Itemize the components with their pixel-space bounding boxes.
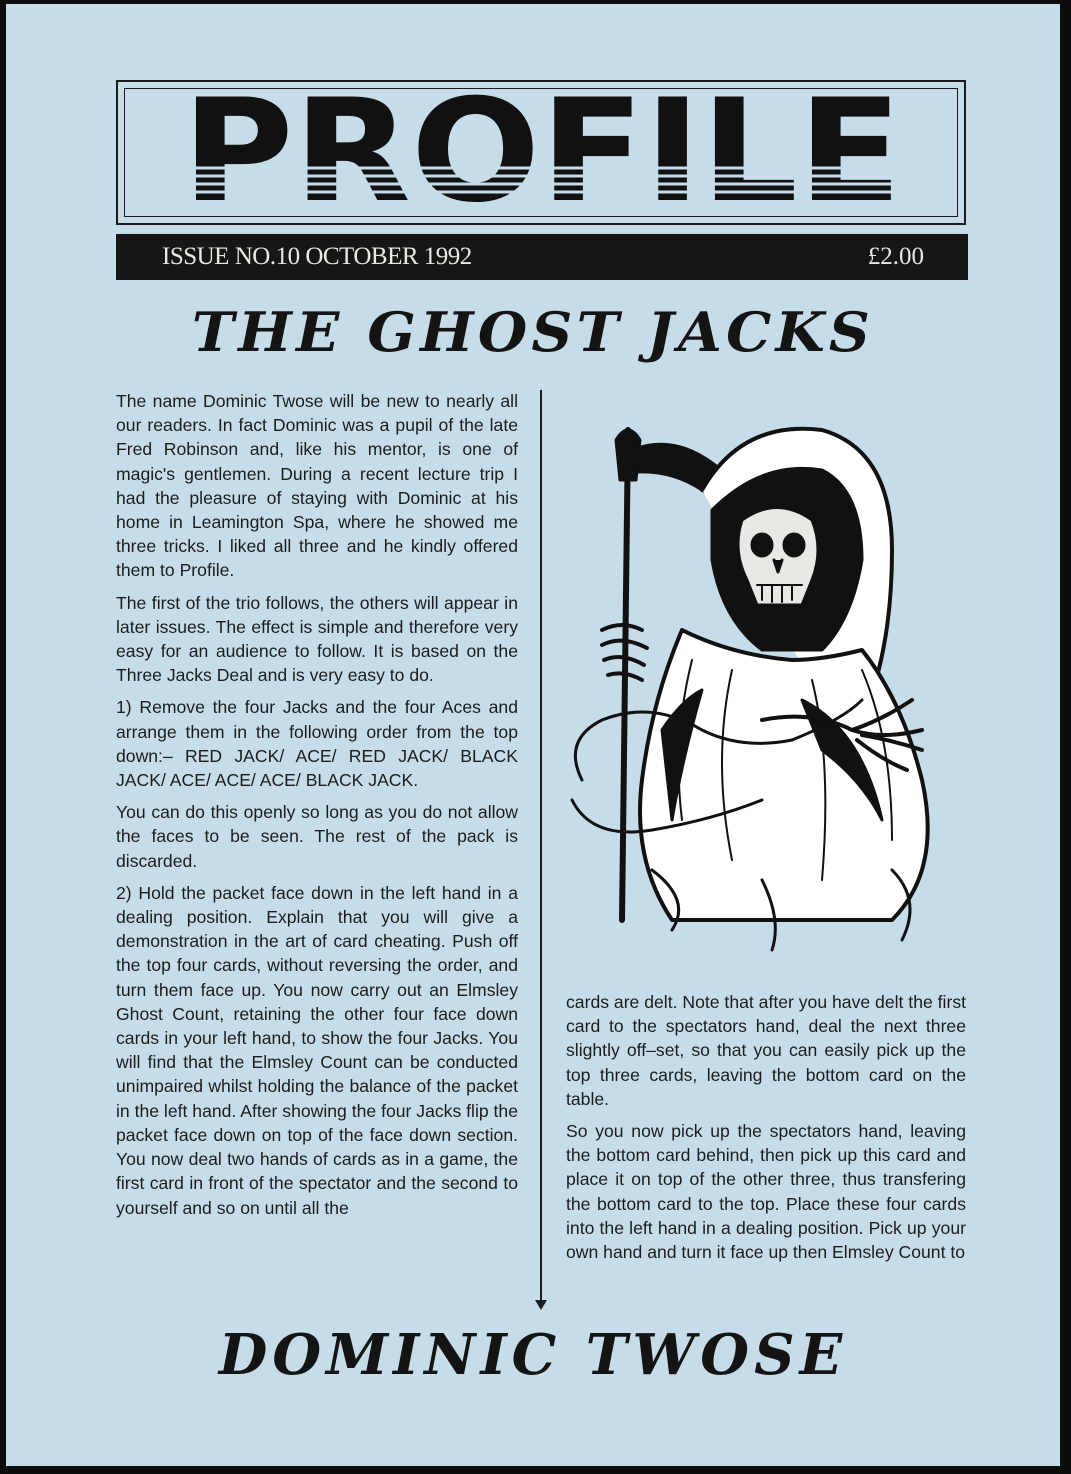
right-column xyxy=(566,990,966,1272)
paragraph: The name Dominic Twose will be new to nearly all our readers. In fact Dominic was a pupil of the late Fred Robinson and, like his mentor, is one of magic's gentlemen. During a recent lecture trip I had the pleasure of staying with Dominic at his home in Leamington Spa, where he showed me three tricks. I liked all three and he kindly offered them to Profile. xyxy=(116,391,518,581)
logo-text: PROFILE xyxy=(182,88,903,216)
paragraph: You can do this openly so long as you do not allow the faces to be seen. The rest of the pack is discarded. xyxy=(116,802,518,871)
profile-logo xyxy=(172,88,912,216)
author-byline: DOMINIC TWOSE xyxy=(218,1322,848,1388)
issue-number: ISSUE NO.10 OCTOBER 1992 xyxy=(162,243,472,270)
magazine-page xyxy=(6,4,1060,1466)
grim-reaper-illustration xyxy=(562,400,972,960)
paragraph: So you now pick up the spectators hand, leaving the bottom card behind, then pick up this card and place it on top of the other three, thus transfering the bottom card to the top. Place these four cards into the left hand in a dealing position. Pick up your own hand and turn it face up then Elmsley Count to xyxy=(566,1121,966,1263)
issue-bar xyxy=(116,234,968,280)
left-column xyxy=(116,389,518,1228)
masthead-frame xyxy=(116,80,966,225)
divider-arrow-icon xyxy=(535,1300,547,1310)
column-divider xyxy=(540,390,542,1305)
price: £2.00 xyxy=(867,243,924,270)
paragraph: 2) Hold the packet face down in the left hand in a dealing position. Explain that you will give a demonstration in the art of card cheating. Push off the top four cards, without reversing the order, and turn them face up. You now carry out an Elmsley Ghost Count, retaining the other four face down cards in your left hand, to show the four Jacks. You will find that the Elmsley Count can be conducted unimpaired whilst holding the balance of the packet in the left hand. After showing the four Jacks flip the packet face down on top of the face down section. You now deal two hands of cards as in a game, the first card in front of the spectator and the second to yourself and so on until all the xyxy=(116,882,518,1218)
paragraph: cards are delt. Note that after you have delt the first card to the spectators hand, deal the next three slightly off–set, so that you can easily pick up the top three cards, leaving the bottom card on the table. xyxy=(566,992,966,1109)
article-headline: THE GHOST JACKS xyxy=(191,300,875,364)
paragraph: The first of the trio follows, the others will appear in later issues. The effect is simple and therefore very easy for an audience to follow. It is based on the Three Jacks Deal and is very easy to do. xyxy=(116,592,518,686)
paragraph: 1) Remove the four Jacks and the four Aces and arrange them in the following order from the top down:– RED JACK/ ACE/ RED JACK/ BLACK JACK/ ACE/ ACE/ ACE/ BLACK JACK. xyxy=(116,697,518,791)
